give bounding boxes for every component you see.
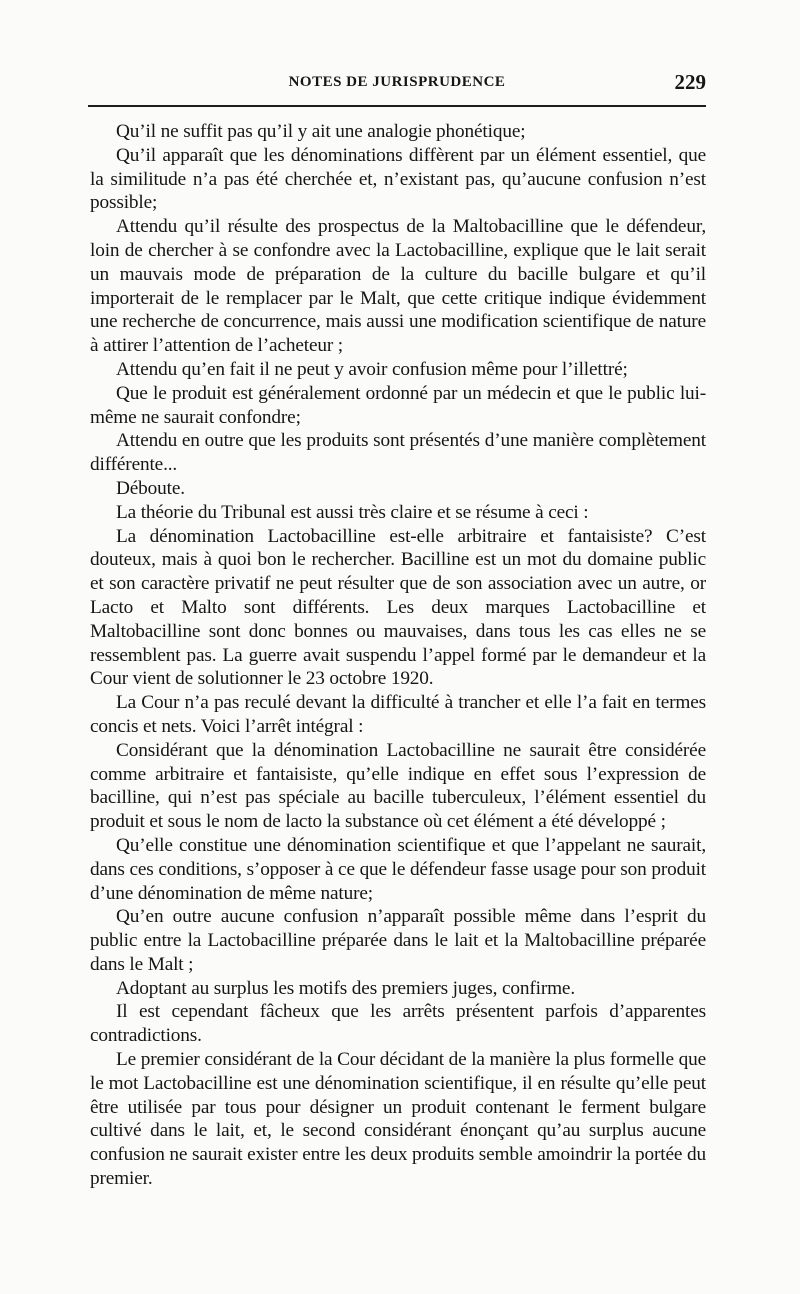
running-head: NOTES DE JURISPRUDENCE [288,74,506,90]
paragraph: Déboute. [116,477,185,499]
paragraph: Qu’il apparaît que les dénominations diffèrent par un élément essentiel, que la similitude n’a pas été cherchée et, n’existant pas, qu’aucune confusion n’est possible; [90,144,706,214]
paragraph: La dénomination Lactobacilline est-elle arbitraire et fantaisiste? C’est douteux, mais à quoi bon le rechercher. Bacilline est un mot du domaine public et son caractère privatif ne peut résulter que de son association avec un autre, or Lacto et Malto sont différents. Les deux marques Lactobacilline et Maltobacilline sont donc bonnes ou mauvaises, dans tous les cas elles ne se ressemblent pas. La guerre avait suspendu l’appel formé par le demandeur et la Cour vient de solutionner le 23 octobre 1920. [90,525,706,690]
paragraph: La Cour n’a pas reculé devant la difficulté à trancher et elle l’a fait en termes concis et nets. Voici l’arrêt intégral : [90,692,706,737]
paragraph: Attendu en outre que les produits sont présentés d’une manière complètement différente... [90,430,706,476]
paragraph: Qu’en outre aucune confusion n’apparaît possible même dans l’esprit du public entre la Lactobacilline préparée dans le lait et la Maltobacilline préparée dans le Malt ; [90,906,706,975]
paragraph: Attendu qu’en fait il ne peut y avoir confusion même pour l’illettré; [116,358,628,380]
page-number: 229 [674,70,706,94]
paragraph: Adoptant au surplus les motifs des premiers juges, confirme. [116,977,576,999]
header-rule [88,105,706,107]
paragraph: La théorie du Tribunal est aussi très claire et se résume à ceci : [116,501,589,523]
paragraph: Que le produit est généralement ordonné par un médecin et que le public lui-même ne saurait confondre; [90,382,706,428]
paragraph: Considérant que la dénomination Lactobacilline ne saurait être considérée comme arbitraire et fantaisiste, qu’elle indique en effet sous l’expression de bacilline, qui n’est pas spéciale au bacille tuberculeux, l’élément essentiel du produit et sous le nom de lacto la substance où cet élément a été développé ; [90,739,706,833]
paragraph: Il est cependant fâcheux que les arrêts présentent parfois d’apparentes contradictions. [90,1001,706,1047]
page-header [88,70,706,100]
body-text [90,120,706,1191]
paragraph: Le premier considérant de la Cour décidant de la manière la plus formelle que le mot Lactobacilline est une dénomination scientifique, il en résulte qu’elle peut être utilisée par tous pour désigner un produit contenant le ferment bulgare cultivé dans le lait, et, le second considérant énonçant qu’au surplus aucune confusion ne saurait exister entre les deux produits semble amoindrir la portée du premier. [90,1049,706,1190]
paragraph: Attendu qu’il résulte des prospectus de la Maltobacilline que le défendeur, loin de chercher à se confondre avec la Lactobacilline, explique que le lait serait un mauvais mode de préparation de la culture du bacille bulgare et qu’il importerait de le remplacer par le Malt, que cette critique indique évidemment une recherche de concurrence, mais aussi une modification scientifique de nature à attirer l’attention de l’acheteur ; [90,216,706,357]
paragraph: Qu’elle constitue une dénomination scientifique et que l’appelant ne saurait, dans ces conditions, s’opposer à ce que le défendeur fasse usage pour son produit d’une dénomination de même nature; [90,834,706,904]
paragraph: Qu’il ne suffit pas qu’il y ait une analogie phonétique; [116,121,526,142]
